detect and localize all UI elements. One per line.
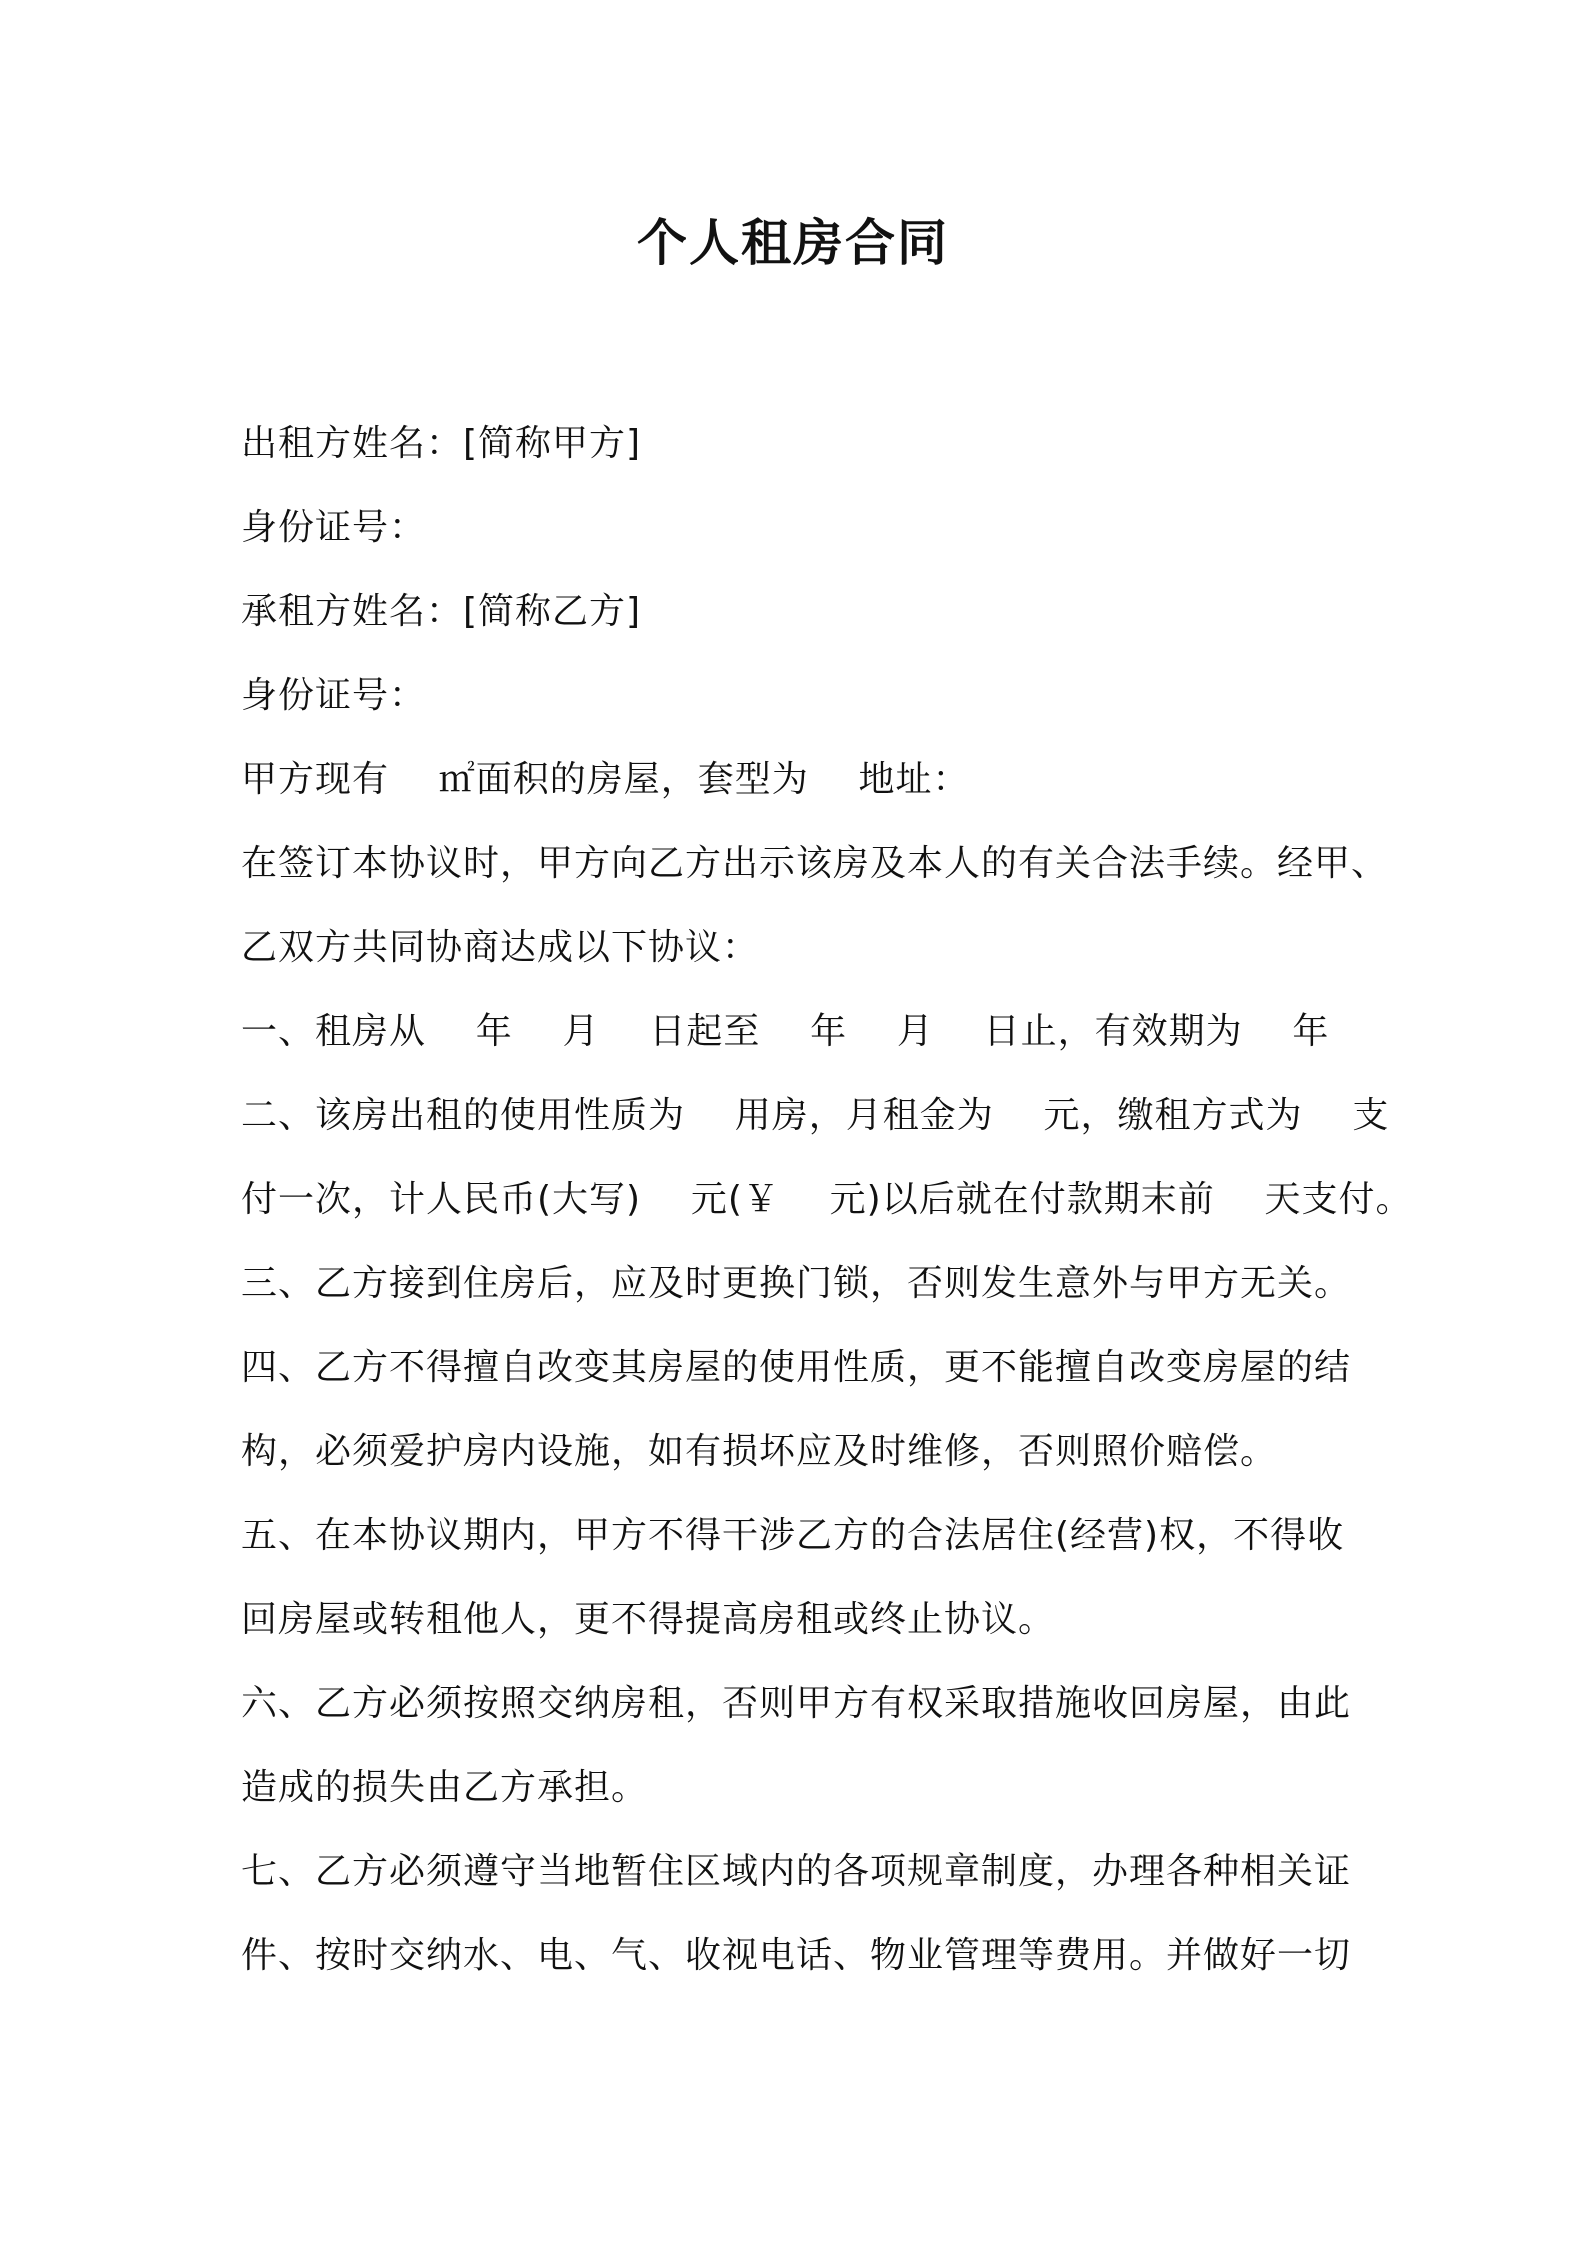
clause-1-line: 一、租房从 年 月 日起至 年 月 日止，有效期为 年 (241, 1011, 1330, 1052)
preamble-line-1: 在签订本协议时，甲方向乙方出示该房及本人的有关合法手续。经甲、 (241, 843, 1389, 884)
clause-5-line-2: 回房屋或转租他人，更不得提高房租或终止协议。 (241, 1599, 1056, 1640)
document-title: 个人租房合同 (637, 214, 949, 272)
clause-6-line-2: 造成的损失由乙方承担。 (241, 1767, 649, 1808)
clause-7-line-1: 七、乙方必须遵守当地暂住区域内的各项规章制度，办理各种相关证 (241, 1851, 1352, 1892)
lessor-name-line: 出租方姓名：[简称甲方] (241, 423, 642, 464)
document-body (241, 402, 1413, 1998)
lessor-id-line: 身份证号： (241, 507, 427, 548)
lessee-id-line: 身份证号： (241, 675, 427, 716)
clause-6-line-1: 六、乙方必须按照交纳房租，否则甲方有权采取措施收回房屋，由此 (241, 1683, 1352, 1724)
clause-7-line-2: 件、按时交纳水、电、气、收视电话、物业管理等费用。并做好一切 (241, 1935, 1352, 1976)
clause-4-line-2: 构，必须爱护房内设施，如有损坏应及时维修，否则照价赔偿。 (241, 1431, 1278, 1472)
clause-2-line-2: 付一次，计人民币(大写) 元(￥ 元)以后就在付款期末前 天支付。 (241, 1179, 1413, 1220)
clause-2-line-1: 二、该房出租的使用性质为 用房，月租金为 元，缴租方式为 支 (241, 1095, 1390, 1136)
preamble-line-2: 乙双方共同协商达成以下协议： (241, 927, 760, 968)
clause-5-line-1: 五、在本协议期内，甲方不得干涉乙方的合法居住(经营)权，不得收 (241, 1515, 1345, 1556)
lessee-name-line: 承租方姓名：[简称乙方] (241, 591, 642, 632)
clause-3-line: 三、乙方接到住房后，应及时更换门锁，否则发生意外与甲方无关。 (241, 1263, 1352, 1304)
clause-4-line-1: 四、乙方不得擅自改变其房屋的使用性质，更不能擅自改变房屋的结 (241, 1347, 1352, 1388)
property-info-line: 甲方现有 ㎡面积的房屋，套型为 地址： (241, 759, 970, 800)
